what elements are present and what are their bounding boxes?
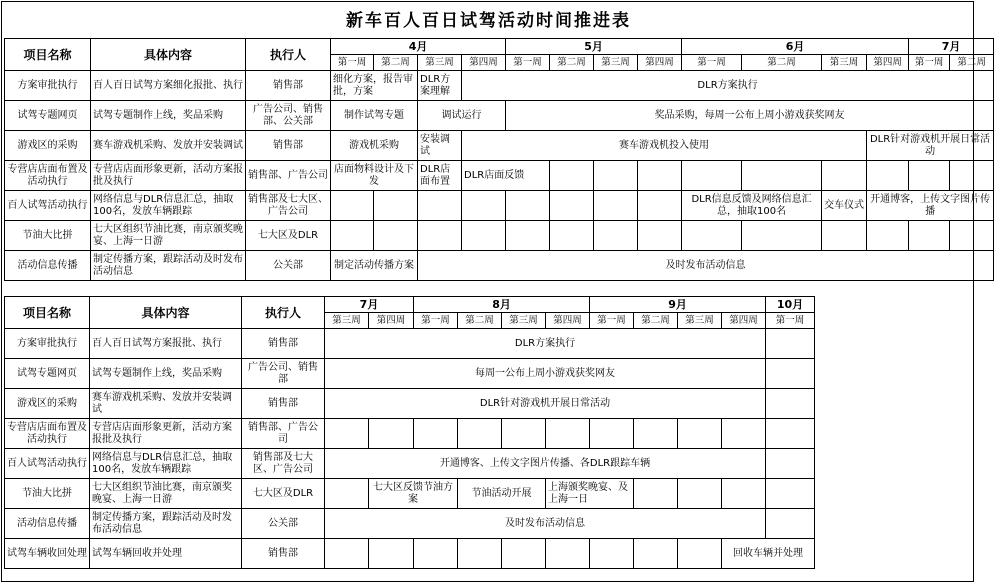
empty-cell xyxy=(594,191,638,221)
row-content: 制定传播方案，跟踪活动及时发布活动信息 xyxy=(90,509,242,539)
week-label: 第一周 xyxy=(506,55,550,71)
week-label: 第一周 xyxy=(682,55,742,71)
month-june: 6月 xyxy=(682,39,909,55)
table-row xyxy=(5,191,994,221)
task-cell: DLR方案执行 xyxy=(462,71,994,101)
empty-cell xyxy=(678,539,722,569)
month-may: 5月 xyxy=(506,39,682,55)
row-content: 试驾车辆回收并处理 xyxy=(90,539,242,569)
row-project: 百人试驾活动执行 xyxy=(5,191,91,221)
row-project: 试驾专题网页 xyxy=(5,359,90,389)
row-executor: 销售部 xyxy=(246,131,331,161)
task-cell: 赛车游戏机投入使用 xyxy=(462,131,867,161)
empty-cell xyxy=(682,221,742,251)
task-cell: DLR方案理解 xyxy=(418,71,462,101)
row-content: 赛车游戏机采购、发放并安装调试 xyxy=(90,389,242,419)
table-row xyxy=(5,329,815,359)
month-april: 4月 xyxy=(331,39,506,55)
task-cell: 制定活动传播方案 xyxy=(331,251,418,281)
empty-cell xyxy=(822,161,867,191)
empty-cell xyxy=(867,161,909,191)
week-label: 第三周 xyxy=(325,313,369,329)
empty-cell xyxy=(822,221,867,251)
week-label: 第一周 xyxy=(414,313,458,329)
empty-cell xyxy=(550,191,594,221)
row-content: 试驾专题制作上线，奖品采购 xyxy=(90,359,242,389)
week-label: 第一周 xyxy=(590,313,634,329)
row-project: 节油大比拼 xyxy=(5,479,90,509)
empty-cell xyxy=(638,221,682,251)
task-cell: 调试运行 xyxy=(418,101,506,131)
row-executor: 公关部 xyxy=(246,251,331,281)
empty-cell xyxy=(331,221,374,251)
empty-cell xyxy=(678,479,722,509)
row-executor: 销售部及七大区、广告公司 xyxy=(246,191,331,221)
row-project: 试驾车辆收回处理 xyxy=(5,539,90,569)
row-executor: 七大区及DLR xyxy=(246,221,331,251)
row-executor: 销售部 xyxy=(242,329,325,359)
table-row xyxy=(5,131,994,161)
row-content: 网络信息与DLR信息汇总，抽取100名，发放车辆跟踪 xyxy=(90,449,242,479)
table-row xyxy=(5,161,994,191)
page-title: 新车百人百日试驾活动时间推进表 xyxy=(346,11,631,31)
row-project: 节油大比拼 xyxy=(5,221,91,251)
empty-cell xyxy=(634,479,678,509)
header-executor: 执行人 xyxy=(246,39,331,71)
task-cell: DLR针对游戏机开展日常活动 xyxy=(867,131,994,161)
empty-cell xyxy=(950,221,994,251)
empty-cell xyxy=(458,539,502,569)
week-label: 第三周 xyxy=(502,313,546,329)
task-cell: DLR针对游戏机开展日常活动 xyxy=(325,389,766,419)
task-cell: 及时发布活动信息 xyxy=(325,509,766,539)
row-executor: 销售部 xyxy=(242,389,325,419)
empty-cell xyxy=(742,221,822,251)
task-cell: 节油活动开展 xyxy=(458,479,546,509)
empty-cell xyxy=(634,539,678,569)
task-cell: DLR信息反馈及网络信息汇总，抽取100名 xyxy=(682,191,822,221)
empty-cell xyxy=(325,539,369,569)
task-cell: DLR店面反馈 xyxy=(462,161,550,191)
empty-cell xyxy=(766,509,815,539)
empty-cell xyxy=(546,419,590,449)
empty-cell xyxy=(374,221,418,251)
row-content: 百人百日试驾方案细化报批、执行 xyxy=(91,71,246,101)
task-cell: DLR店面布置 xyxy=(418,161,462,191)
empty-cell xyxy=(678,419,722,449)
week-label: 第二周 xyxy=(742,55,822,71)
table-row xyxy=(5,479,815,509)
month-july: 7月 xyxy=(909,39,994,55)
header-project: 项目名称 xyxy=(5,297,90,329)
week-label: 第二周 xyxy=(634,313,678,329)
week-label: 第二周 xyxy=(458,313,502,329)
empty-cell xyxy=(374,191,418,221)
week-label: 第四周 xyxy=(369,313,414,329)
row-project: 试驾专题网页 xyxy=(5,101,91,131)
row-project: 专营店店面布置及活动执行 xyxy=(5,419,90,449)
empty-cell xyxy=(722,479,766,509)
table-row xyxy=(5,509,815,539)
empty-cell xyxy=(722,419,766,449)
empty-cell xyxy=(546,539,590,569)
week-label: 第二周 xyxy=(950,55,994,71)
table-row xyxy=(5,71,994,101)
empty-cell xyxy=(418,191,462,221)
empty-cell xyxy=(458,419,502,449)
empty-cell xyxy=(594,161,638,191)
task-cell: 细化方案，报告审批，方案 xyxy=(331,71,418,101)
month-july: 7月 xyxy=(325,297,414,313)
row-content: 网络信息与DLR信息汇总，抽取100名，发放车辆跟踪 xyxy=(91,191,246,221)
empty-cell xyxy=(414,539,458,569)
empty-cell xyxy=(550,221,594,251)
empty-cell xyxy=(766,329,815,359)
schedule-table-jul-oct xyxy=(4,296,815,569)
task-cell: 七大区反馈节油方案 xyxy=(369,479,458,509)
header-executor: 执行人 xyxy=(242,297,325,329)
empty-cell xyxy=(462,191,506,221)
task-cell: 游戏机采购 xyxy=(331,131,418,161)
task-cell: 上海颁奖晚宴、及上海一日 xyxy=(546,479,634,509)
row-content: 试驾专题制作上线，奖品采购 xyxy=(91,101,246,131)
empty-cell xyxy=(634,419,678,449)
week-label: 第四周 xyxy=(462,55,506,71)
week-label: 第二周 xyxy=(374,55,418,71)
table-row xyxy=(5,389,815,419)
row-content: 百人百日试驾方案报批、执行 xyxy=(90,329,242,359)
empty-cell xyxy=(369,419,414,449)
empty-cell xyxy=(502,539,546,569)
row-executor: 销售部及七大区、广告公司 xyxy=(242,449,325,479)
task-cell: 每周一公布上周小游戏获奖网友 xyxy=(325,359,766,389)
week-label: 第一周 xyxy=(766,313,815,329)
week-label: 第一周 xyxy=(331,55,374,71)
empty-cell xyxy=(766,479,815,509)
month-august: 8月 xyxy=(414,297,590,313)
empty-cell xyxy=(909,161,950,191)
empty-cell xyxy=(909,221,950,251)
row-content: 制定传播方案，跟踪活动及时发布活动信息 xyxy=(91,251,246,281)
empty-cell xyxy=(502,419,546,449)
empty-cell xyxy=(766,359,815,389)
week-label: 第三周 xyxy=(594,55,638,71)
empty-cell xyxy=(506,191,550,221)
empty-cell xyxy=(418,221,462,251)
week-label: 第三周 xyxy=(678,313,722,329)
empty-cell xyxy=(550,161,594,191)
task-cell: 回收车辆并处理 xyxy=(722,539,815,569)
empty-cell xyxy=(742,161,822,191)
empty-cell xyxy=(369,539,414,569)
week-label: 第三周 xyxy=(822,55,867,71)
empty-cell xyxy=(325,419,369,449)
row-project: 方案审批执行 xyxy=(5,71,91,101)
row-project: 游戏区的采购 xyxy=(5,389,90,419)
schedule-table-apr-jul xyxy=(4,38,994,281)
week-label: 第一周 xyxy=(909,55,950,71)
empty-cell xyxy=(462,221,506,251)
task-cell: 开通博客，上传文字图片传播 xyxy=(867,191,994,221)
row-executor: 广告公司、销售部 xyxy=(242,359,325,389)
table-row xyxy=(5,251,994,281)
empty-cell xyxy=(766,389,815,419)
row-executor: 销售部、广告公司 xyxy=(242,419,325,449)
header-project: 项目名称 xyxy=(5,39,91,71)
row-content: 赛车游戏机采购、发放并安装调试 xyxy=(91,131,246,161)
empty-cell xyxy=(506,221,550,251)
task-cell: 开通博客、上传文字图片传播、各DLR跟踪车辆 xyxy=(325,449,766,479)
table-row xyxy=(5,359,815,389)
row-executor: 销售部 xyxy=(242,539,325,569)
empty-cell xyxy=(682,161,742,191)
empty-cell xyxy=(950,161,994,191)
empty-cell xyxy=(590,539,634,569)
row-content: 专营店店面形象更新，活动方案报批及执行 xyxy=(90,419,242,449)
empty-cell xyxy=(638,161,682,191)
table-row xyxy=(5,101,994,131)
empty-cell xyxy=(331,191,374,221)
task-cell: 店面物料设计及下发 xyxy=(331,161,418,191)
table-row xyxy=(5,221,994,251)
row-executor: 销售部、广告公司 xyxy=(246,161,331,191)
table-row xyxy=(5,449,815,479)
month-october: 10月 xyxy=(766,297,815,313)
empty-cell xyxy=(590,419,634,449)
task-cell: DLR方案执行 xyxy=(325,329,766,359)
row-content: 七大区组织节油比赛，南京颁奖晚宴、上海一日游 xyxy=(90,479,242,509)
row-content: 七大区组织节油比赛，南京颁奖晚宴、上海一日游 xyxy=(91,221,246,251)
row-project: 活动信息传播 xyxy=(5,251,91,281)
empty-cell xyxy=(766,419,815,449)
empty-cell xyxy=(325,479,369,509)
row-executor: 广告公司、销售部、公关部 xyxy=(246,101,331,131)
week-label: 第四周 xyxy=(546,313,590,329)
row-executor: 销售部 xyxy=(246,71,331,101)
week-label: 第四周 xyxy=(638,55,682,71)
header-content: 具体内容 xyxy=(90,297,242,329)
row-project: 方案审批执行 xyxy=(5,329,90,359)
task-cell: 交车仪式 xyxy=(822,191,867,221)
row-project: 百人试驾活动执行 xyxy=(5,449,90,479)
task-cell: 及时发布活动信息 xyxy=(418,251,994,281)
task-cell: 奖品采购，每周一公布上周小游戏获奖网友 xyxy=(506,101,994,131)
header-content: 具体内容 xyxy=(91,39,246,71)
task-cell: 制作试驾专题 xyxy=(331,101,418,131)
week-label: 第二周 xyxy=(550,55,594,71)
month-september: 9月 xyxy=(590,297,766,313)
row-content: 专营店店面形象更新，活动方案报批及执行 xyxy=(91,161,246,191)
row-project: 游戏区的采购 xyxy=(5,131,91,161)
row-executor: 公关部 xyxy=(242,509,325,539)
empty-cell xyxy=(638,191,682,221)
row-executor: 七大区及DLR xyxy=(242,479,325,509)
empty-cell xyxy=(766,449,815,479)
row-project: 专营店店面布置及活动执行 xyxy=(5,161,91,191)
empty-cell xyxy=(594,221,638,251)
week-label: 第四周 xyxy=(867,55,909,71)
task-cell: 安装调试 xyxy=(418,131,462,161)
empty-cell xyxy=(414,419,458,449)
week-label: 第三周 xyxy=(418,55,462,71)
table-row xyxy=(5,419,815,449)
table-row xyxy=(5,539,815,569)
row-project: 活动信息传播 xyxy=(5,509,90,539)
empty-cell xyxy=(867,221,909,251)
week-label: 第四周 xyxy=(722,313,766,329)
